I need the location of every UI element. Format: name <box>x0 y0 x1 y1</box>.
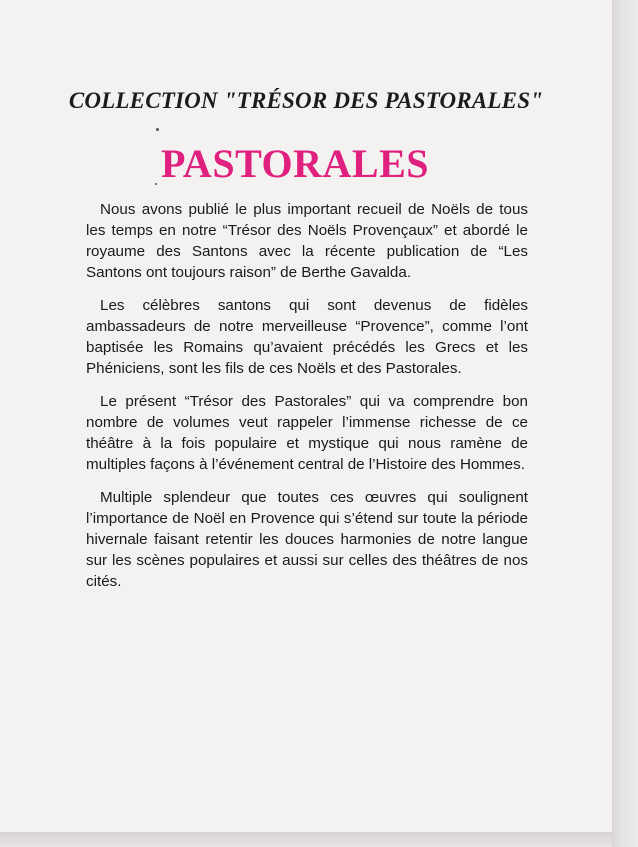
paragraph-3: Le présent “Trésor des Pastorales” qui va comprendre bon nombre de volumes veut rappeler l’immense richesse de ce théâtre à la fois populaire et mystique qui nous ramène de multiples façons à l’événement central de l’Histoire des Hommes. <box>86 393 528 473</box>
print-speck <box>156 128 159 131</box>
page-edge <box>612 0 638 847</box>
print-speck <box>155 183 157 185</box>
paragraph-4: Multiple splendeur que toutes ces œuvres qui soulignent l’importance de Noël en Provence qui s’étend sur toute la période hivernale faisant retentir les douces harmonies de notre langue sur les scènes populaires et aussi sur celles des théâtres de nos cités. <box>86 489 528 590</box>
page-bottom-edge <box>0 832 612 847</box>
page-title: PASTORALES <box>160 141 430 186</box>
paragraph-1: Nous avons publié le plus important recueil de Noëls de tous les temps en notre “Trésor des Noëls Provençaux” et abordé le royaume des Santons avec la récente publication de “Les Santons ont toujours raison” de Berthe Gavalda. <box>86 201 528 281</box>
body-text <box>86 199 528 604</box>
collection-heading: COLLECTION "TRÉSOR DES PASTORALES" <box>68 88 544 113</box>
paragraph-2: Les célèbres santons qui sont devenus de fidèles ambassadeurs de notre merveilleuse “Provence”, comme l’ont baptisée les Romains qu’avaient précédés les Grecs et les Phéniciens, sont les fils de ces Noëls et des Pastorales. <box>86 297 528 377</box>
